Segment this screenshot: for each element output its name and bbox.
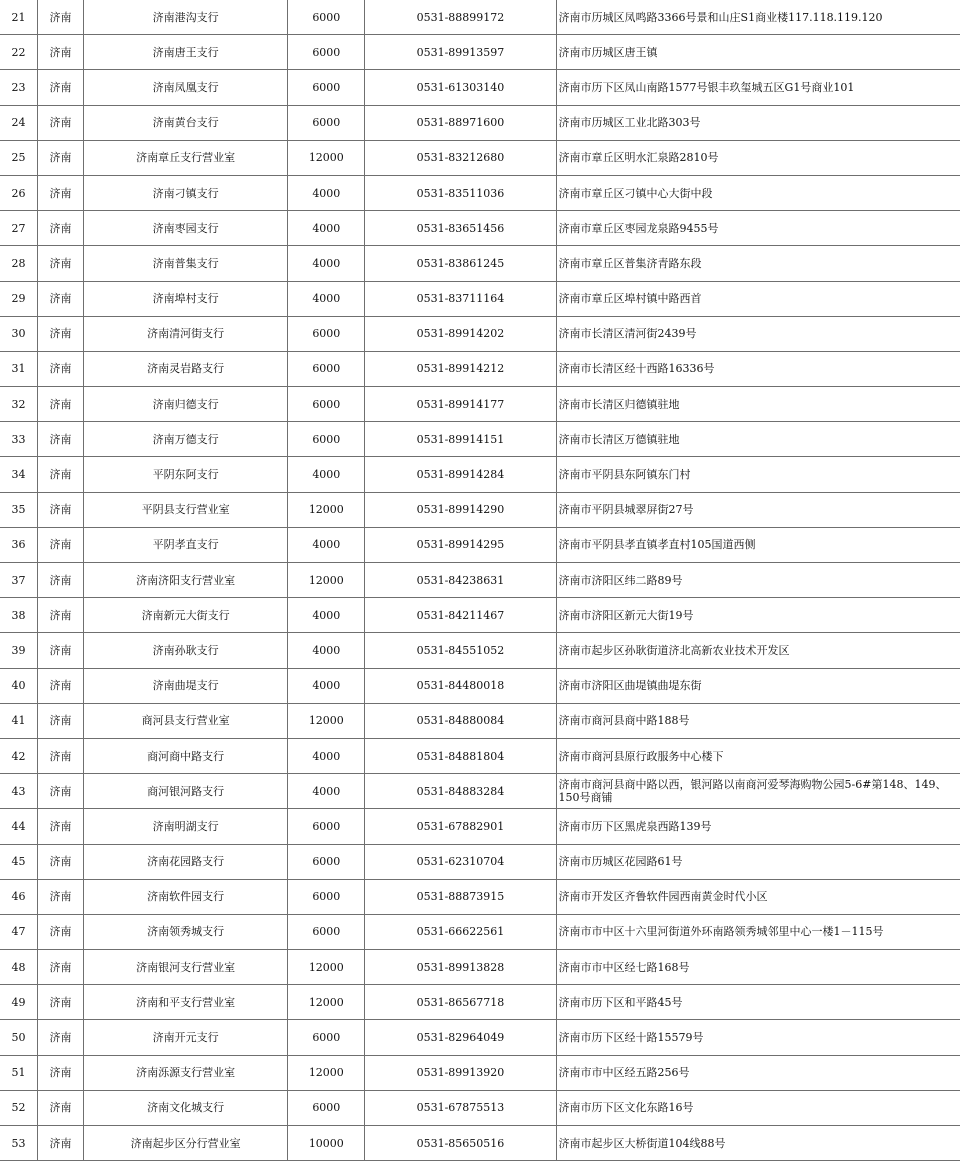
table-row: [0, 1055, 960, 1090]
address-cell: 济南市平阴县城翠屏街27号: [556, 492, 960, 527]
address-cell: 济南市章丘区刁镇中心大街中段: [556, 175, 960, 210]
row-number-cell: 34: [0, 457, 38, 492]
amount-cell: 6000: [288, 879, 365, 914]
branch-name-cell: 济南领秀城支行: [84, 914, 288, 949]
branch-name-cell: 平阴孝直支行: [84, 527, 288, 562]
branch-name-cell: 平阴县支行营业室: [84, 492, 288, 527]
table-row: [0, 668, 960, 703]
amount-cell: 6000: [288, 70, 365, 105]
branch-name-cell: 济南黄台支行: [84, 105, 288, 140]
address-cell: 济南市起步区大桥街道104线88号: [556, 1126, 960, 1161]
phone-cell: 0531-89914284: [365, 457, 556, 492]
city-cell: 济南: [38, 738, 84, 773]
city-cell: 济南: [38, 175, 84, 210]
city-cell: 济南: [38, 281, 84, 316]
city-cell: 济南: [38, 0, 84, 35]
phone-cell: 0531-89913597: [365, 35, 556, 70]
table-row: [0, 809, 960, 844]
phone-cell: 0531-83711164: [365, 281, 556, 316]
row-number-cell: 35: [0, 492, 38, 527]
phone-cell: 0531-67875513: [365, 1090, 556, 1125]
city-cell: 济南: [38, 492, 84, 527]
row-number-cell: 39: [0, 633, 38, 668]
city-cell: 济南: [38, 246, 84, 281]
city-cell: 济南: [38, 457, 84, 492]
city-cell: 济南: [38, 70, 84, 105]
amount-cell: 4000: [288, 281, 365, 316]
table-row: [0, 70, 960, 105]
branch-name-cell: 济南刁镇支行: [84, 175, 288, 210]
branch-name-cell: 济南开元支行: [84, 1020, 288, 1055]
phone-cell: 0531-62310704: [365, 844, 556, 879]
amount-cell: 6000: [288, 387, 365, 422]
branch-name-cell: 济南明湖支行: [84, 809, 288, 844]
table-row: [0, 844, 960, 879]
address-cell: 济南市长清区经十西路16336号: [556, 351, 960, 386]
row-number-cell: 50: [0, 1020, 38, 1055]
branch-name-cell: 济南灵岩路支行: [84, 351, 288, 386]
phone-cell: 0531-89914212: [365, 351, 556, 386]
branch-name-cell: 济南济阳支行营业室: [84, 563, 288, 598]
address-cell: 济南市商河县原行政服务中心楼下: [556, 738, 960, 773]
amount-cell: 6000: [288, 1020, 365, 1055]
branch-name-cell: 济南章丘支行营业室: [84, 140, 288, 175]
branch-name-cell: 济南凤凰支行: [84, 70, 288, 105]
amount-cell: 6000: [288, 1090, 365, 1125]
address-cell: 济南市历下区和平路45号: [556, 985, 960, 1020]
table-row: [0, 422, 960, 457]
amount-cell: 4000: [288, 175, 365, 210]
row-number-cell: 45: [0, 844, 38, 879]
table-row: [0, 985, 960, 1020]
phone-cell: 0531-89913920: [365, 1055, 556, 1090]
phone-cell: 0531-84881804: [365, 738, 556, 773]
amount-cell: 4000: [288, 774, 365, 809]
row-number-cell: 44: [0, 809, 38, 844]
row-number-cell: 30: [0, 316, 38, 351]
row-number-cell: 46: [0, 879, 38, 914]
address-cell: 济南市历城区凤鸣路3366号景和山庄S1商业楼117.118.119.120: [556, 0, 960, 35]
table-row: [0, 738, 960, 773]
address-cell: 济南市历城区唐王镇: [556, 35, 960, 70]
city-cell: 济南: [38, 703, 84, 738]
city-cell: 济南: [38, 1020, 84, 1055]
phone-cell: 0531-88873915: [365, 879, 556, 914]
address-cell: 济南市市中区经五路256号: [556, 1055, 960, 1090]
branch-name-cell: 济南港沟支行: [84, 0, 288, 35]
phone-cell: 0531-83861245: [365, 246, 556, 281]
branch-name-cell: 济南清河街支行: [84, 316, 288, 351]
amount-cell: 6000: [288, 914, 365, 949]
branch-name-cell: 商河银河路支行: [84, 774, 288, 809]
phone-cell: 0531-84883284: [365, 774, 556, 809]
city-cell: 济南: [38, 35, 84, 70]
row-number-cell: 36: [0, 527, 38, 562]
address-cell: 济南市历城区工业北路303号: [556, 105, 960, 140]
address-cell: 济南市济阳区纬二路89号: [556, 563, 960, 598]
city-cell: 济南: [38, 1055, 84, 1090]
table-row: [0, 563, 960, 598]
branch-name-cell: 济南软件园支行: [84, 879, 288, 914]
city-cell: 济南: [38, 105, 84, 140]
city-cell: 济南: [38, 774, 84, 809]
phone-cell: 0531-61303140: [365, 70, 556, 105]
branch-name-cell: 济南新元大街支行: [84, 598, 288, 633]
table-row: [0, 1126, 960, 1161]
city-cell: 济南: [38, 879, 84, 914]
city-cell: 济南: [38, 1090, 84, 1125]
amount-cell: 4000: [288, 246, 365, 281]
phone-cell: 0531-86567718: [365, 985, 556, 1020]
city-cell: 济南: [38, 563, 84, 598]
phone-cell: 0531-88971600: [365, 105, 556, 140]
row-number-cell: 52: [0, 1090, 38, 1125]
address-cell: 济南市长清区归德镇驻地: [556, 387, 960, 422]
branch-name-cell: 商河县支行营业室: [84, 703, 288, 738]
city-cell: 济南: [38, 1126, 84, 1161]
city-cell: 济南: [38, 422, 84, 457]
row-number-cell: 22: [0, 35, 38, 70]
amount-cell: 6000: [288, 809, 365, 844]
amount-cell: 12000: [288, 140, 365, 175]
table-row: [0, 914, 960, 949]
table-row: [0, 281, 960, 316]
address-cell: 济南市商河县商中路以西，银河路以南商河爱琴海购物公园5-6#第148、149、150号商铺: [556, 774, 960, 809]
amount-cell: 6000: [288, 422, 365, 457]
phone-cell: 0531-89913828: [365, 950, 556, 985]
branch-name-cell: 济南归德支行: [84, 387, 288, 422]
table-row: [0, 351, 960, 386]
address-cell: 济南市章丘区枣园龙泉路9455号: [556, 211, 960, 246]
phone-cell: 0531-84211467: [365, 598, 556, 633]
address-cell: 济南市商河县商中路188号: [556, 703, 960, 738]
row-number-cell: 21: [0, 0, 38, 35]
amount-cell: 6000: [288, 351, 365, 386]
row-number-cell: 29: [0, 281, 38, 316]
phone-cell: 0531-88899172: [365, 0, 556, 35]
phone-cell: 0531-89914151: [365, 422, 556, 457]
address-cell: 济南市济阳区新元大街19号: [556, 598, 960, 633]
row-number-cell: 47: [0, 914, 38, 949]
branch-name-cell: 济南万德支行: [84, 422, 288, 457]
row-number-cell: 37: [0, 563, 38, 598]
phone-cell: 0531-67882901: [365, 809, 556, 844]
city-cell: 济南: [38, 985, 84, 1020]
row-number-cell: 23: [0, 70, 38, 105]
table-row: [0, 950, 960, 985]
amount-cell: 4000: [288, 527, 365, 562]
row-number-cell: 38: [0, 598, 38, 633]
city-cell: 济南: [38, 316, 84, 351]
branch-name-cell: 济南唐王支行: [84, 35, 288, 70]
amount-cell: 4000: [288, 211, 365, 246]
amount-cell: 4000: [288, 633, 365, 668]
row-number-cell: 49: [0, 985, 38, 1020]
amount-cell: 4000: [288, 668, 365, 703]
branch-name-cell: 济南普集支行: [84, 246, 288, 281]
city-cell: 济南: [38, 668, 84, 703]
city-cell: 济南: [38, 211, 84, 246]
table-row: [0, 175, 960, 210]
city-cell: 济南: [38, 950, 84, 985]
address-cell: 济南市历下区经十路15579号: [556, 1020, 960, 1055]
branch-name-cell: 济南和平支行营业室: [84, 985, 288, 1020]
row-number-cell: 31: [0, 351, 38, 386]
phone-cell: 0531-83511036: [365, 175, 556, 210]
table-row: [0, 140, 960, 175]
amount-cell: 4000: [288, 598, 365, 633]
phone-cell: 0531-84238631: [365, 563, 556, 598]
row-number-cell: 42: [0, 738, 38, 773]
row-number-cell: 51: [0, 1055, 38, 1090]
row-number-cell: 28: [0, 246, 38, 281]
address-cell: 济南市章丘区普集济青路东段: [556, 246, 960, 281]
address-cell: 济南市历下区文化东路16号: [556, 1090, 960, 1125]
table-row: [0, 105, 960, 140]
row-number-cell: 41: [0, 703, 38, 738]
city-cell: 济南: [38, 527, 84, 562]
amount-cell: 12000: [288, 492, 365, 527]
address-cell: 济南市历下区凤山南路1577号银丰玖玺城五区G1号商业101: [556, 70, 960, 105]
phone-cell: 0531-89914177: [365, 387, 556, 422]
phone-cell: 0531-84880084: [365, 703, 556, 738]
branch-name-cell: 济南文化城支行: [84, 1090, 288, 1125]
table-row: [0, 211, 960, 246]
row-number-cell: 24: [0, 105, 38, 140]
amount-cell: 12000: [288, 563, 365, 598]
row-number-cell: 40: [0, 668, 38, 703]
phone-cell: 0531-83651456: [365, 211, 556, 246]
amount-cell: 6000: [288, 35, 365, 70]
branch-name-cell: 济南花园路支行: [84, 844, 288, 879]
branch-name-cell: 平阴东阿支行: [84, 457, 288, 492]
table-row: [0, 633, 960, 668]
table-row: [0, 246, 960, 281]
address-cell: 济南市市中区十六里河街道外环南路领秀城邻里中心一楼1－115号: [556, 914, 960, 949]
address-cell: 济南市章丘区明水汇泉路2810号: [556, 140, 960, 175]
amount-cell: 12000: [288, 950, 365, 985]
branch-name-cell: 济南枣园支行: [84, 211, 288, 246]
phone-cell: 0531-89914290: [365, 492, 556, 527]
row-number-cell: 48: [0, 950, 38, 985]
amount-cell: 6000: [288, 0, 365, 35]
city-cell: 济南: [38, 598, 84, 633]
address-cell: 济南市长清区万德镇驻地: [556, 422, 960, 457]
city-cell: 济南: [38, 351, 84, 386]
address-cell: 济南市历城区花园路61号: [556, 844, 960, 879]
address-cell: 济南市历下区黑虎泉西路139号: [556, 809, 960, 844]
table-row: [0, 774, 960, 809]
phone-cell: 0531-66622561: [365, 914, 556, 949]
branch-name-cell: 济南起步区分行营业室: [84, 1126, 288, 1161]
table-row: [0, 35, 960, 70]
table-row: [0, 316, 960, 351]
table-row: [0, 1020, 960, 1055]
address-cell: 济南市起步区孙耿街道济北高新农业技术开发区: [556, 633, 960, 668]
amount-cell: 4000: [288, 457, 365, 492]
amount-cell: 10000: [288, 1126, 365, 1161]
city-cell: 济南: [38, 633, 84, 668]
address-cell: 济南市平阴县孝直镇孝直村105国道西侧: [556, 527, 960, 562]
branch-name-cell: 济南孙耿支行: [84, 633, 288, 668]
city-cell: 济南: [38, 140, 84, 175]
table-row: [0, 457, 960, 492]
table-row: [0, 1090, 960, 1125]
row-number-cell: 25: [0, 140, 38, 175]
address-cell: 济南市平阴县东阿镇东门村: [556, 457, 960, 492]
row-number-cell: 53: [0, 1126, 38, 1161]
phone-cell: 0531-89914202: [365, 316, 556, 351]
table-row: [0, 527, 960, 562]
branch-name-cell: 商河商中路支行: [84, 738, 288, 773]
city-cell: 济南: [38, 809, 84, 844]
amount-cell: 6000: [288, 844, 365, 879]
table-row: [0, 879, 960, 914]
address-cell: 济南市开发区齐鲁软件园西南黄金时代小区: [556, 879, 960, 914]
branch-name-cell: 济南银河支行营业室: [84, 950, 288, 985]
city-cell: 济南: [38, 914, 84, 949]
amount-cell: 6000: [288, 105, 365, 140]
amount-cell: 12000: [288, 1055, 365, 1090]
amount-cell: 4000: [288, 738, 365, 773]
amount-cell: 12000: [288, 985, 365, 1020]
table-row: [0, 598, 960, 633]
row-number-cell: 27: [0, 211, 38, 246]
phone-cell: 0531-84480018: [365, 668, 556, 703]
amount-cell: 12000: [288, 703, 365, 738]
row-number-cell: 32: [0, 387, 38, 422]
phone-cell: 0531-82964049: [365, 1020, 556, 1055]
phone-cell: 0531-84551052: [365, 633, 556, 668]
phone-cell: 0531-89914295: [365, 527, 556, 562]
table-row: [0, 387, 960, 422]
amount-cell: 6000: [288, 316, 365, 351]
phone-cell: 0531-83212680: [365, 140, 556, 175]
branch-name-cell: 济南曲堤支行: [84, 668, 288, 703]
address-cell: 济南市济阳区曲堤镇曲堤东街: [556, 668, 960, 703]
table-row: [0, 703, 960, 738]
address-cell: 济南市长清区清河街2439号: [556, 316, 960, 351]
branch-name-cell: 济南埠村支行: [84, 281, 288, 316]
table-row: [0, 492, 960, 527]
row-number-cell: 43: [0, 774, 38, 809]
city-cell: 济南: [38, 844, 84, 879]
row-number-cell: 26: [0, 175, 38, 210]
address-cell: 济南市章丘区埠村镇中路西首: [556, 281, 960, 316]
row-number-cell: 33: [0, 422, 38, 457]
branch-name-cell: 济南泺源支行营业室: [84, 1055, 288, 1090]
phone-cell: 0531-85650516: [365, 1126, 556, 1161]
address-cell: 济南市市中区经七路168号: [556, 950, 960, 985]
table-row: [0, 0, 960, 35]
city-cell: 济南: [38, 387, 84, 422]
